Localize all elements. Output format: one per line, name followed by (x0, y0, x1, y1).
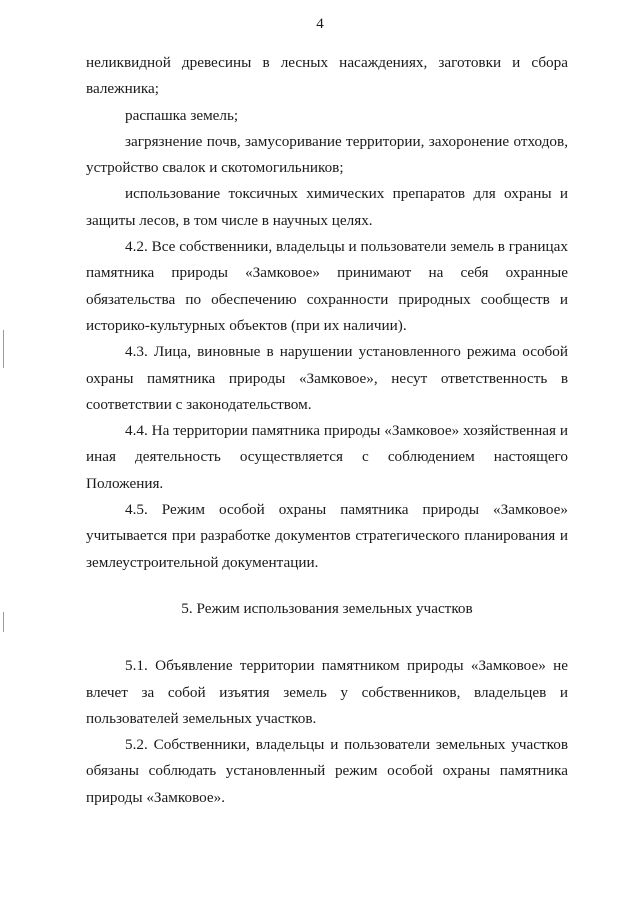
page-number: 4 (316, 16, 324, 32)
scan-edge-mark-left-1 (3, 330, 4, 368)
scan-edge-mark-left-2 (3, 612, 4, 632)
section-5-heading: 5. Режим использования земельных участков (181, 599, 473, 617)
clause-4-2: 4.2. Все собственники, владельцы и пользователи земель в границах памятника природы «Замковое» принимают на себя охранные обязательства по обеспечению сохранности природных сообществ и историко-культурных объектов (при их наличии). (86, 238, 568, 334)
clause-4-5: 4.5. Режим особой охраны памятника природы «Замковое» учитывается при разработке документов стратегического планирования и землеустроительной документации. (86, 501, 568, 571)
clause-4-4: 4.4. На территории памятника природы «Замковое» хозяйственная и иная деятельность осуществляется с соблюдением настоящего Положения. (86, 422, 568, 492)
paragraph-continuation: неликвидной древесины в лесных насаждениях, заготовки и сбора валежника; (86, 54, 568, 98)
clause-5-2: 5.2. Собственники, владельцы и пользователи земельных участков обязаны соблюдать установленный режим особой охраны памятника природы «Замковое». (86, 736, 568, 806)
list-item-pollution: загрязнение почв, замусоривание территории, захоронение отходов, устройство свалок и скотомогильников; (86, 132, 568, 177)
list-item-plowing: распашка земель; (125, 106, 239, 124)
clause-4-3: 4.3. Лица, виновные в нарушении установленного режима особой охраны памятника природы «Замковое», несут ответственность в соответствии с законодательством. (86, 343, 568, 413)
document-body (86, 50, 568, 811)
clause-5-1: 5.1. Объявление территории памятником природы «Замковое» не влечет за собой изъятия земель у собственников, владельцев и пользователей земельных участков. (86, 657, 568, 727)
list-item-chemicals: использование токсичных химических препаратов для охраны и защиты лесов, в том числе в научных целях. (86, 185, 568, 229)
